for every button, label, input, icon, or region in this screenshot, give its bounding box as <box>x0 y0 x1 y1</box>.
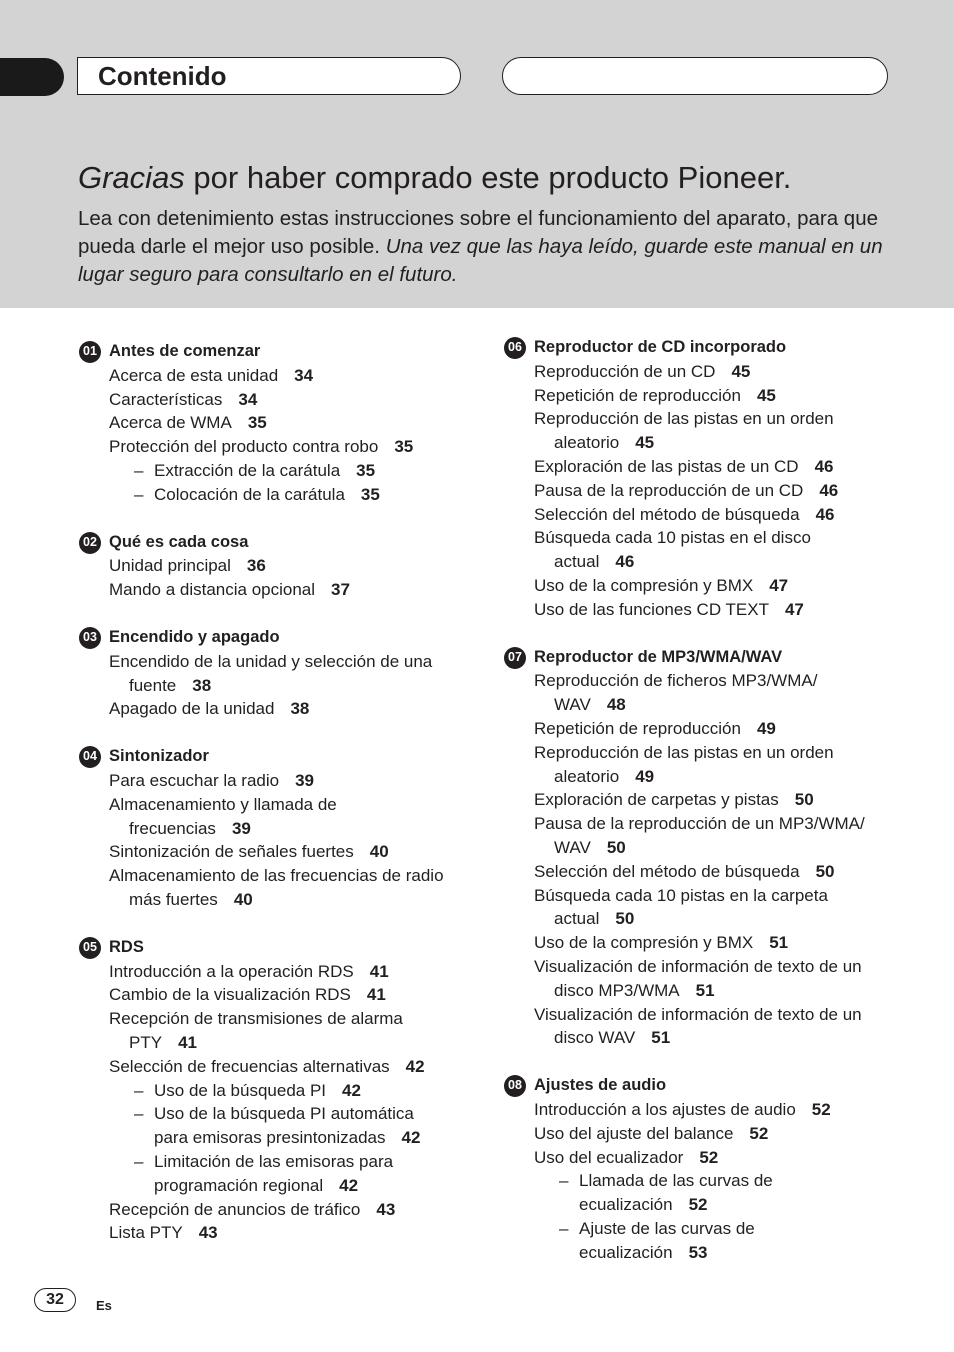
entry-line <box>109 864 478 888</box>
entry-page-number: 36 <box>246 556 266 576</box>
entry-line <box>534 979 903 1003</box>
entry-line <box>109 1055 478 1079</box>
toc-entry[interactable] <box>78 578 478 602</box>
dash-marker: – <box>134 484 144 504</box>
intro-plain: Lea con detenimiento estas instrucciones sobre el funcionamiento del aparato, para que pueda darle el mejor uso posible. <box>78 207 879 258</box>
entry-page-number: 40 <box>233 889 253 909</box>
intro-text <box>78 205 898 289</box>
entry-page-number: 50 <box>606 837 626 857</box>
entry-line <box>109 769 478 793</box>
entry-line <box>109 364 478 388</box>
entry-label-continued: programación regional <box>154 1175 324 1195</box>
entry-page-number: 39 <box>295 770 315 790</box>
entry-label: Encendido de la unidad y selección de una <box>109 651 433 671</box>
entry-page-number: 50 <box>815 861 835 881</box>
toc-section <box>78 745 478 912</box>
entry-line <box>534 693 903 717</box>
entry-page-number: 46 <box>615 552 635 572</box>
entry-label: Características <box>109 389 223 409</box>
toc-entry[interactable] <box>503 384 903 408</box>
entry-page-number: 47 <box>784 599 804 619</box>
section-heading[interactable] <box>78 340 478 364</box>
entry-line <box>534 598 903 622</box>
toc-subentry[interactable] <box>78 459 478 483</box>
toc-section <box>503 1074 903 1264</box>
entry-label: Introducción a los ajustes de audio <box>534 1099 796 1119</box>
entry-page-number: 45 <box>756 385 776 405</box>
entry-label-continued: disco WAV <box>554 1028 636 1048</box>
toc-entry[interactable] <box>78 554 478 578</box>
page-title: Contenido <box>98 61 227 91</box>
entry-line <box>109 388 478 412</box>
dash-marker: – <box>559 1171 569 1191</box>
entry-page-number: 43 <box>376 1199 396 1219</box>
entry-label: Búsqueda cada 10 pistas en el disco <box>534 528 811 548</box>
toc-entry[interactable] <box>503 717 903 741</box>
toc-entry[interactable] <box>503 574 903 598</box>
entry-label-continued: ecualización <box>579 1195 673 1215</box>
entry-line <box>134 1150 478 1174</box>
toc-section <box>503 646 903 1051</box>
section-tab-marker <box>0 58 64 96</box>
section-heading[interactable] <box>78 936 478 960</box>
entry-label: Mando a distancia opcional <box>109 580 316 600</box>
toc-entry[interactable] <box>78 411 478 435</box>
entry-page-number: 42 <box>342 1080 361 1100</box>
entry-line <box>534 1003 903 1027</box>
entry-line <box>109 888 478 912</box>
toc-subentry[interactable] <box>78 1150 478 1198</box>
section-title: Reproductor de MP3/WMA/WAV <box>534 647 783 666</box>
section-heading[interactable] <box>503 1074 903 1098</box>
entry-line <box>109 674 478 698</box>
dash-marker: – <box>134 460 144 480</box>
toc-subentry[interactable] <box>503 1169 903 1217</box>
entry-label-continued: frecuencias <box>129 818 216 838</box>
toc-entry[interactable] <box>78 435 478 459</box>
entry-label: Exploración de carpetas y pistas <box>534 790 779 810</box>
entry-line <box>134 459 478 483</box>
entry-page-number: 52 <box>749 1123 769 1143</box>
entry-label-continued: WAV <box>554 695 591 715</box>
entry-label: Uso de la búsqueda PI <box>154 1080 327 1100</box>
toc-entry[interactable] <box>503 455 903 479</box>
entry-line <box>534 384 903 408</box>
toc-entry[interactable] <box>78 1055 478 1079</box>
toc-entry[interactable] <box>503 526 903 574</box>
entry-page-number: 52 <box>688 1195 708 1215</box>
entry-line <box>109 650 478 674</box>
entry-label: Introducción a la operación RDS <box>109 961 354 981</box>
entry-line <box>134 1126 478 1150</box>
intro-italic: Una vez que las haya leído, guarde este manual en un lugar seguro para consultarlo en el futuro. <box>78 235 883 286</box>
entry-line <box>534 812 903 836</box>
entry-line <box>534 455 903 479</box>
entry-page-number: 38 <box>192 675 212 695</box>
section-number-badge: 05 <box>79 937 101 959</box>
entry-label: Cambio de la visualización RDS <box>109 985 351 1005</box>
entry-page-number: 34 <box>238 389 258 409</box>
toc-column-right <box>503 336 903 1288</box>
entry-line <box>534 1146 903 1170</box>
toc-entry[interactable] <box>78 840 478 864</box>
page-number <box>34 1288 76 1312</box>
entry-line <box>109 1031 478 1055</box>
entry-line <box>559 1193 903 1217</box>
entry-page-number: 42 <box>339 1175 359 1195</box>
entry-page-number: 53 <box>688 1242 708 1262</box>
entry-line <box>534 431 903 455</box>
entry-label: Selección del método de búsqueda <box>534 861 800 881</box>
section-number-badge: 02 <box>79 532 101 554</box>
entry-line <box>109 435 478 459</box>
entry-page-number: 51 <box>651 1028 671 1048</box>
headline-rest: por haber comprado este producto Pioneer. <box>184 160 792 195</box>
entry-line <box>534 860 903 884</box>
toc-entry[interactable] <box>503 360 903 384</box>
entry-page-number: 35 <box>247 413 267 433</box>
entry-line <box>109 1198 478 1222</box>
entry-line <box>109 1221 478 1245</box>
entry-label: Visualización de información de texto de un <box>534 1004 862 1024</box>
entry-line <box>109 960 478 984</box>
section-heading[interactable] <box>503 646 903 670</box>
entry-label: Visualización de información de texto de un <box>534 956 862 976</box>
toc-entry[interactable] <box>503 479 903 503</box>
toc-subentry[interactable] <box>78 483 478 507</box>
language-code: Es <box>96 1298 112 1313</box>
section-number-badge: 08 <box>504 1075 526 1097</box>
entry-line <box>534 669 903 693</box>
toc-entry[interactable] <box>78 983 478 1007</box>
entry-page-number: 38 <box>290 699 310 719</box>
entry-page-number: 51 <box>769 933 789 953</box>
entry-page-number: 49 <box>635 766 655 786</box>
section-heading[interactable] <box>78 745 478 769</box>
section-heading[interactable] <box>78 626 478 650</box>
toc-entry[interactable] <box>503 598 903 622</box>
entry-page-number: 35 <box>394 437 414 457</box>
toc-entry[interactable] <box>78 1007 478 1055</box>
toc-entry[interactable] <box>503 955 903 1003</box>
entry-label-continued: PTY <box>129 1032 163 1052</box>
toc-entry[interactable] <box>503 407 903 455</box>
entry-label: Lista PTY <box>109 1223 183 1243</box>
toc-entry[interactable] <box>78 388 478 412</box>
entry-label: Uso del ajuste del balance <box>534 1123 734 1143</box>
entry-label: Extracción de la carátula <box>154 460 341 480</box>
entry-line <box>559 1169 903 1193</box>
entry-page-number: 48 <box>606 695 626 715</box>
entry-page-number: 46 <box>819 480 839 500</box>
entry-label: Reproducción de un CD <box>534 361 716 381</box>
toc-subentry[interactable] <box>78 1102 478 1150</box>
entry-line <box>534 574 903 598</box>
entry-line <box>134 1102 478 1126</box>
entry-label: Selección de frecuencias alternativas <box>109 1056 390 1076</box>
entry-line <box>534 931 903 955</box>
entry-label-continued: más fuertes <box>129 889 218 909</box>
entry-label: Exploración de las pistas de un CD <box>534 456 799 476</box>
entry-page-number: 47 <box>769 575 789 595</box>
entry-page-number: 39 <box>231 818 251 838</box>
toc-entry[interactable] <box>503 503 903 527</box>
section-number-badge: 01 <box>79 341 101 363</box>
headline-italic: Gracias <box>78 160 185 195</box>
entry-label: Repetición de reproducción <box>534 718 741 738</box>
entry-label: Uso de las funciones CD TEXT <box>534 599 769 619</box>
section-heading[interactable] <box>78 531 478 555</box>
entry-label: Protección del producto contra robo <box>109 437 379 457</box>
entry-line <box>534 1122 903 1146</box>
toc-entry[interactable] <box>503 1003 903 1051</box>
entry-line <box>109 578 478 602</box>
entry-page-number: 42 <box>405 1056 425 1076</box>
toc-entry[interactable] <box>503 931 903 955</box>
entry-label: Acerca de WMA <box>109 413 232 433</box>
entry-label: Ajuste de las curvas de <box>579 1218 755 1238</box>
entry-label: Recepción de anuncios de tráfico <box>109 1199 361 1219</box>
entry-label: Reproducción de las pistas en un orden <box>534 409 834 429</box>
entry-line <box>109 983 478 1007</box>
toc-entry[interactable] <box>78 697 478 721</box>
section-title: Reproductor de CD incorporado <box>534 338 787 356</box>
entry-page-number: 52 <box>699 1147 719 1167</box>
entry-label: Almacenamiento de las frecuencias de radio <box>109 866 444 886</box>
entry-line <box>109 793 478 817</box>
entry-line <box>134 1174 478 1198</box>
entry-label: Unidad principal <box>109 556 231 576</box>
entry-page-number: 51 <box>695 980 715 1000</box>
entry-line <box>534 503 903 527</box>
entry-page-number: 41 <box>366 985 386 1005</box>
entry-label-continued: aleatorio <box>554 766 620 786</box>
dash-marker: – <box>559 1218 569 1238</box>
dash-marker: – <box>134 1104 144 1124</box>
dash-marker: – <box>134 1080 144 1100</box>
section-number-badge: 03 <box>79 627 101 649</box>
entry-page-number: 52 <box>811 1099 831 1119</box>
toc-entry[interactable] <box>78 960 478 984</box>
toc-subentry[interactable] <box>503 1217 903 1265</box>
entry-line <box>534 765 903 789</box>
entry-line <box>534 907 903 931</box>
entry-line <box>534 884 903 908</box>
entry-line <box>109 554 478 578</box>
toc-entry[interactable] <box>78 364 478 388</box>
toc-entry[interactable] <box>503 1122 903 1146</box>
entry-label: Uso de la búsqueda PI automática <box>154 1104 414 1124</box>
entry-line <box>559 1241 903 1265</box>
toc-subentry[interactable] <box>78 1079 478 1103</box>
headline <box>78 160 791 196</box>
entry-label: Selección del método de búsqueda <box>534 504 800 524</box>
section-number-badge: 07 <box>504 647 526 669</box>
entry-label-continued: actual <box>554 552 600 572</box>
entry-page-number: 41 <box>178 1032 197 1052</box>
toc-section <box>78 936 478 1245</box>
entry-label: Uso de la compresión y BMX <box>534 575 754 595</box>
entry-label: Llamada de las curvas de <box>579 1171 773 1191</box>
entry-page-number: 35 <box>360 484 380 504</box>
entry-label-continued: aleatorio <box>554 433 620 453</box>
section-number-badge: 04 <box>79 746 101 768</box>
title-box <box>77 57 461 95</box>
entry-page-number: 49 <box>756 718 776 738</box>
toc-entry[interactable] <box>503 812 903 860</box>
entry-label-continued: ecualización <box>579 1242 673 1262</box>
entry-line <box>534 1098 903 1122</box>
entry-page-number: 45 <box>731 361 751 381</box>
section-title: Qué es cada cosa <box>109 532 249 551</box>
section-title: Encendido y apagado <box>109 627 280 646</box>
entry-line <box>534 526 903 550</box>
entry-label: Uso de la compresión y BMX <box>534 933 754 953</box>
section-title: Ajustes de audio <box>534 1076 667 1095</box>
section-title: Sintonizador <box>109 747 209 766</box>
entry-line <box>109 840 478 864</box>
toc-entry[interactable] <box>503 860 903 884</box>
entry-page-number: 42 <box>401 1128 421 1148</box>
toc-entry[interactable] <box>78 650 478 698</box>
toc-entry[interactable] <box>503 669 903 717</box>
entry-label: Colocación de la carátula <box>154 484 345 504</box>
entry-line <box>559 1217 903 1241</box>
toc-entry[interactable] <box>78 1198 478 1222</box>
toc-entry[interactable] <box>503 884 903 932</box>
entry-label-continued: para emisoras presintonizadas <box>154 1128 386 1148</box>
toc-entry[interactable] <box>503 1146 903 1170</box>
entry-label: Recepción de transmisiones de alarma <box>109 1009 403 1029</box>
entry-line <box>534 479 903 503</box>
entry-line <box>534 550 903 574</box>
entry-label: Limitación de las emisoras para <box>154 1151 394 1171</box>
entry-line <box>534 836 903 860</box>
page-number-text: 32 <box>46 1291 64 1308</box>
toc-section <box>503 336 903 622</box>
entry-label: Sintonización de señales fuertes <box>109 842 354 862</box>
entry-line <box>109 697 478 721</box>
entry-label: Almacenamiento y llamada de <box>109 794 337 814</box>
entry-line <box>534 407 903 431</box>
entry-label-continued: fuente <box>129 675 177 695</box>
entry-label-continued: WAV <box>554 837 591 857</box>
toc-section <box>78 340 478 507</box>
entry-label: Apagado de la unidad <box>109 699 275 719</box>
toc-entry[interactable] <box>78 793 478 841</box>
entry-line <box>109 1007 478 1031</box>
entry-line <box>534 360 903 384</box>
toc-entry[interactable] <box>503 788 903 812</box>
toc-column-left <box>78 340 478 1269</box>
entry-page-number: 50 <box>794 790 814 810</box>
entry-line <box>534 955 903 979</box>
toc-entry[interactable] <box>503 1098 903 1122</box>
entry-page-number: 40 <box>369 842 389 862</box>
section-title: RDS <box>109 937 144 956</box>
entry-label: Acerca de esta unidad <box>109 365 279 385</box>
entry-label-continued: actual <box>554 909 600 929</box>
entry-line <box>109 411 478 435</box>
section-heading[interactable] <box>503 336 903 360</box>
entry-page-number: 41 <box>369 961 389 981</box>
toc-section <box>78 626 478 721</box>
entry-label: Reproducción de ficheros MP3/WMA/ <box>534 671 818 691</box>
entry-line <box>534 741 903 765</box>
toc-entry[interactable] <box>78 1221 478 1245</box>
entry-page-number: 43 <box>198 1223 218 1243</box>
entry-page-number: 34 <box>294 365 314 385</box>
toc-entry[interactable] <box>78 769 478 793</box>
empty-title-box <box>502 57 888 95</box>
entry-line <box>134 483 478 507</box>
toc-section <box>78 531 478 602</box>
entry-line <box>534 717 903 741</box>
dash-marker: – <box>134 1151 144 1171</box>
entry-page-number: 46 <box>814 456 834 476</box>
entry-label: Repetición de reproducción <box>534 385 741 405</box>
section-number-badge: 06 <box>504 337 526 359</box>
section-title: Antes de comenzar <box>109 342 261 360</box>
entry-label: Para escuchar la radio <box>109 770 280 790</box>
entry-line <box>534 1026 903 1050</box>
entry-label: Pausa de la reproducción de un CD <box>534 480 804 500</box>
entry-line <box>109 817 478 841</box>
entry-label: Reproducción de las pistas en un orden <box>534 742 834 762</box>
entry-line <box>534 788 903 812</box>
entry-page-number: 35 <box>356 460 376 480</box>
entry-page-number: 46 <box>815 504 835 524</box>
entry-label-continued: disco MP3/WMA <box>554 980 680 1000</box>
entry-label: Uso del ecualizador <box>534 1147 684 1167</box>
toc-entry[interactable] <box>503 741 903 789</box>
entry-page-number: 37 <box>331 580 350 600</box>
entry-page-number: 50 <box>615 909 635 929</box>
entry-label: Pausa de la reproducción de un MP3/WMA/ <box>534 814 865 834</box>
entry-label: Búsqueda cada 10 pistas en la carpeta <box>534 885 828 905</box>
toc-entry[interactable] <box>78 864 478 912</box>
entry-line <box>134 1079 478 1103</box>
entry-page-number: 45 <box>635 433 655 453</box>
